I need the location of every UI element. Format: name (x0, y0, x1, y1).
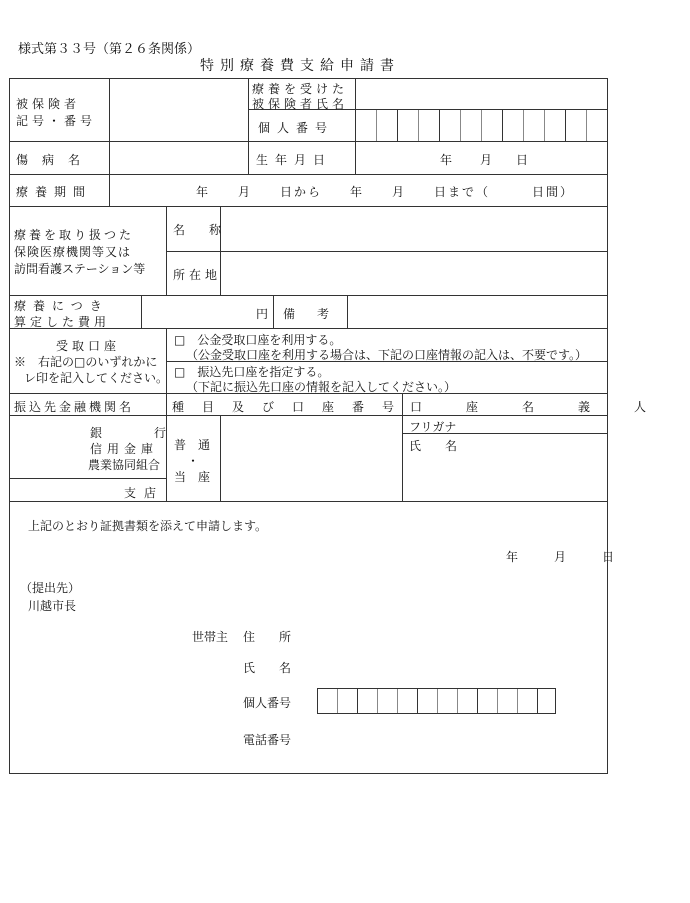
cost-label: 療養につき (14, 299, 109, 313)
furigana-label: フリガナ (409, 420, 457, 434)
insured-number-label-2: 記号・番号 (16, 114, 97, 128)
designated-account-option[interactable]: □ 振込先口座を指定する。 (174, 365, 330, 379)
address-label: 住 所 (243, 630, 292, 644)
branch-label: 支店 (124, 486, 165, 500)
institution-label-2: 保険医療機関等又は (14, 245, 132, 259)
birth-year: 年 (440, 153, 453, 167)
form-title: 特別療養費支給申請書 (200, 58, 400, 74)
public-account-note: （公金受取口座を利用する場合は、下記の口座情報の記入は、不要です。） (186, 348, 588, 362)
patient-label-2: 被保険者氏名 (252, 97, 349, 111)
institution-address-label: 所在地 (173, 268, 222, 282)
institution-label-3: 訪問看護ステーション等 (14, 262, 146, 276)
name-label: 氏 名 (243, 661, 292, 675)
credit-union-type: 信用金庫 (90, 442, 159, 456)
account-type-label: 種目及び口座番号 (172, 400, 413, 414)
receipt-note-2: レ印を記入してください。 (24, 371, 169, 385)
birth-month: 月 (480, 153, 493, 167)
period-label: 療養期間 (16, 185, 93, 199)
receipt-label: 受取口座 (56, 339, 121, 353)
bank-type: 銀 行 (90, 426, 171, 440)
period-text: 年 月 日から 年 月 日まで（ 日間） (196, 185, 575, 199)
birth-date-label: 生年月日 (256, 153, 333, 167)
applicant-personal-number-label: 個人番号 (243, 696, 292, 710)
personal-number-label: 個人番号 (258, 121, 335, 135)
ordinary-account[interactable]: 普 通 (174, 438, 211, 452)
birth-day: 日 (516, 153, 529, 167)
account-holder-label: 口座名義人 (410, 400, 690, 414)
phone-label: 電話番号 (243, 733, 292, 747)
current-account[interactable]: 当 座 (174, 470, 211, 484)
designated-account-note: （下記に振込先口座の情報を記入してください。） (186, 380, 457, 394)
remarks-label: 備考 (283, 307, 352, 321)
public-account-option[interactable]: □ 公金受取口座を利用する。 (174, 333, 342, 347)
declaration-date: 年 月 日 (506, 550, 615, 564)
holder-name-label: 氏 名 (409, 439, 458, 453)
yen-label: 円 (256, 307, 269, 321)
form-number: 様式第３３号（第２６条関係） (18, 42, 201, 57)
illness-label: 傷病名 (16, 153, 95, 167)
cost-label-2: 算定した費用 (14, 315, 111, 329)
institution-name-label: 名 称 (173, 223, 222, 237)
declaration-text: 上記のとおり証拠書類を添えて申請します。 (28, 519, 268, 533)
insured-number-label: 被保険者 (16, 97, 81, 111)
agri-coop-type: 農業協同組合 (88, 458, 161, 472)
householder-label: 世帯主 (192, 630, 229, 644)
institution-label: 療養を取り扱つた (14, 228, 135, 242)
submit-to-label: （提出先） (20, 581, 81, 595)
dot-separator: ・ (187, 454, 200, 468)
patient-label: 療養を受けた (252, 82, 349, 96)
mayor-label: 川越市長 (28, 599, 77, 613)
receipt-note: ※ 右記の□のいずれかに (14, 355, 158, 369)
bank-label: 振込先金融機関名 (14, 400, 135, 414)
